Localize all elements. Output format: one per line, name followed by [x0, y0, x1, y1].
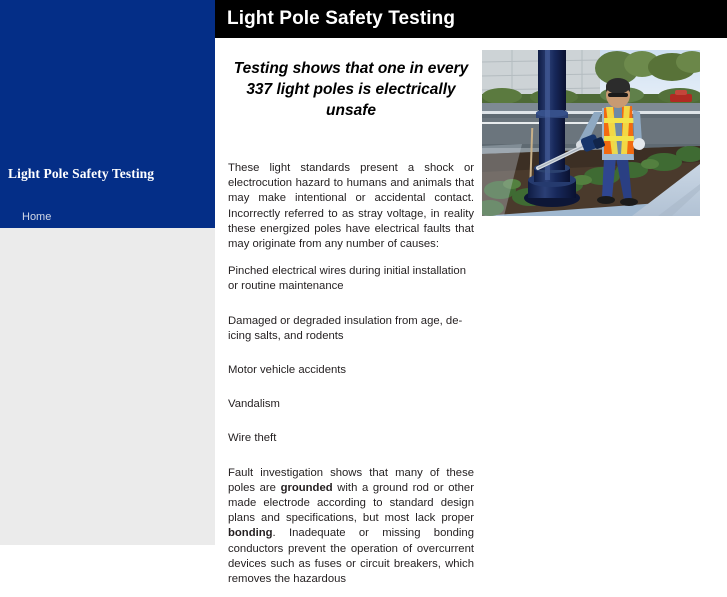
closing-part-1: Fault investigation shows that many of these poles are — [228, 466, 474, 494]
page-header — [215, 0, 727, 38]
closing-bold-bonding: bonding — [228, 527, 273, 540]
tagline-heading: Testing shows that one in every 337 light poles is electrically unsafe — [233, 60, 469, 119]
closing-paragraph — [228, 466, 474, 588]
site-title: Light Pole Safety Testing — [8, 166, 155, 181]
cause-item-2: Damaged or degraded insulation from age, de-icing salts, and rodents — [228, 314, 463, 342]
closing-part-3: . Inadequate or missing bonding conductors prevent the operation of overcurrent devices such as fuses or circuit breakers, which removes the hazardous — [228, 527, 474, 586]
cause-item-1: Pinched electrical wires during initial installation or routine maintenance — [228, 265, 466, 293]
page-title: Light Pole Safety Testing — [227, 8, 456, 29]
sidebar-item-home[interactable]: Home — [22, 211, 52, 223]
sidebar-blue-panel — [0, 0, 215, 228]
sidebar — [0, 0, 215, 545]
light-pole-testing-photo — [482, 50, 700, 216]
cause-item-4: Vandalism — [228, 398, 280, 411]
closing-part-2: with a ground rod or other made electrode according to standard design plans and specifications, but most lack proper — [228, 481, 474, 525]
cause-item-3: Motor vehicle accidents — [228, 364, 347, 377]
photo-illustration — [482, 50, 700, 216]
sidebar-nav — [0, 208, 215, 226]
closing-bold-grounded: grounded — [280, 481, 333, 494]
cause-item-5: Wire theft — [228, 432, 277, 445]
article-body — [228, 161, 474, 597]
intro-paragraph: These light standards present a shock or electrocution hazard to humans and animals that may make intentional or accidental contact. Incorrectly referred to as stray voltage, in reality these energized poles have electrical faults that may originate from any number of causes: — [228, 162, 474, 251]
main-content — [215, 38, 727, 586]
